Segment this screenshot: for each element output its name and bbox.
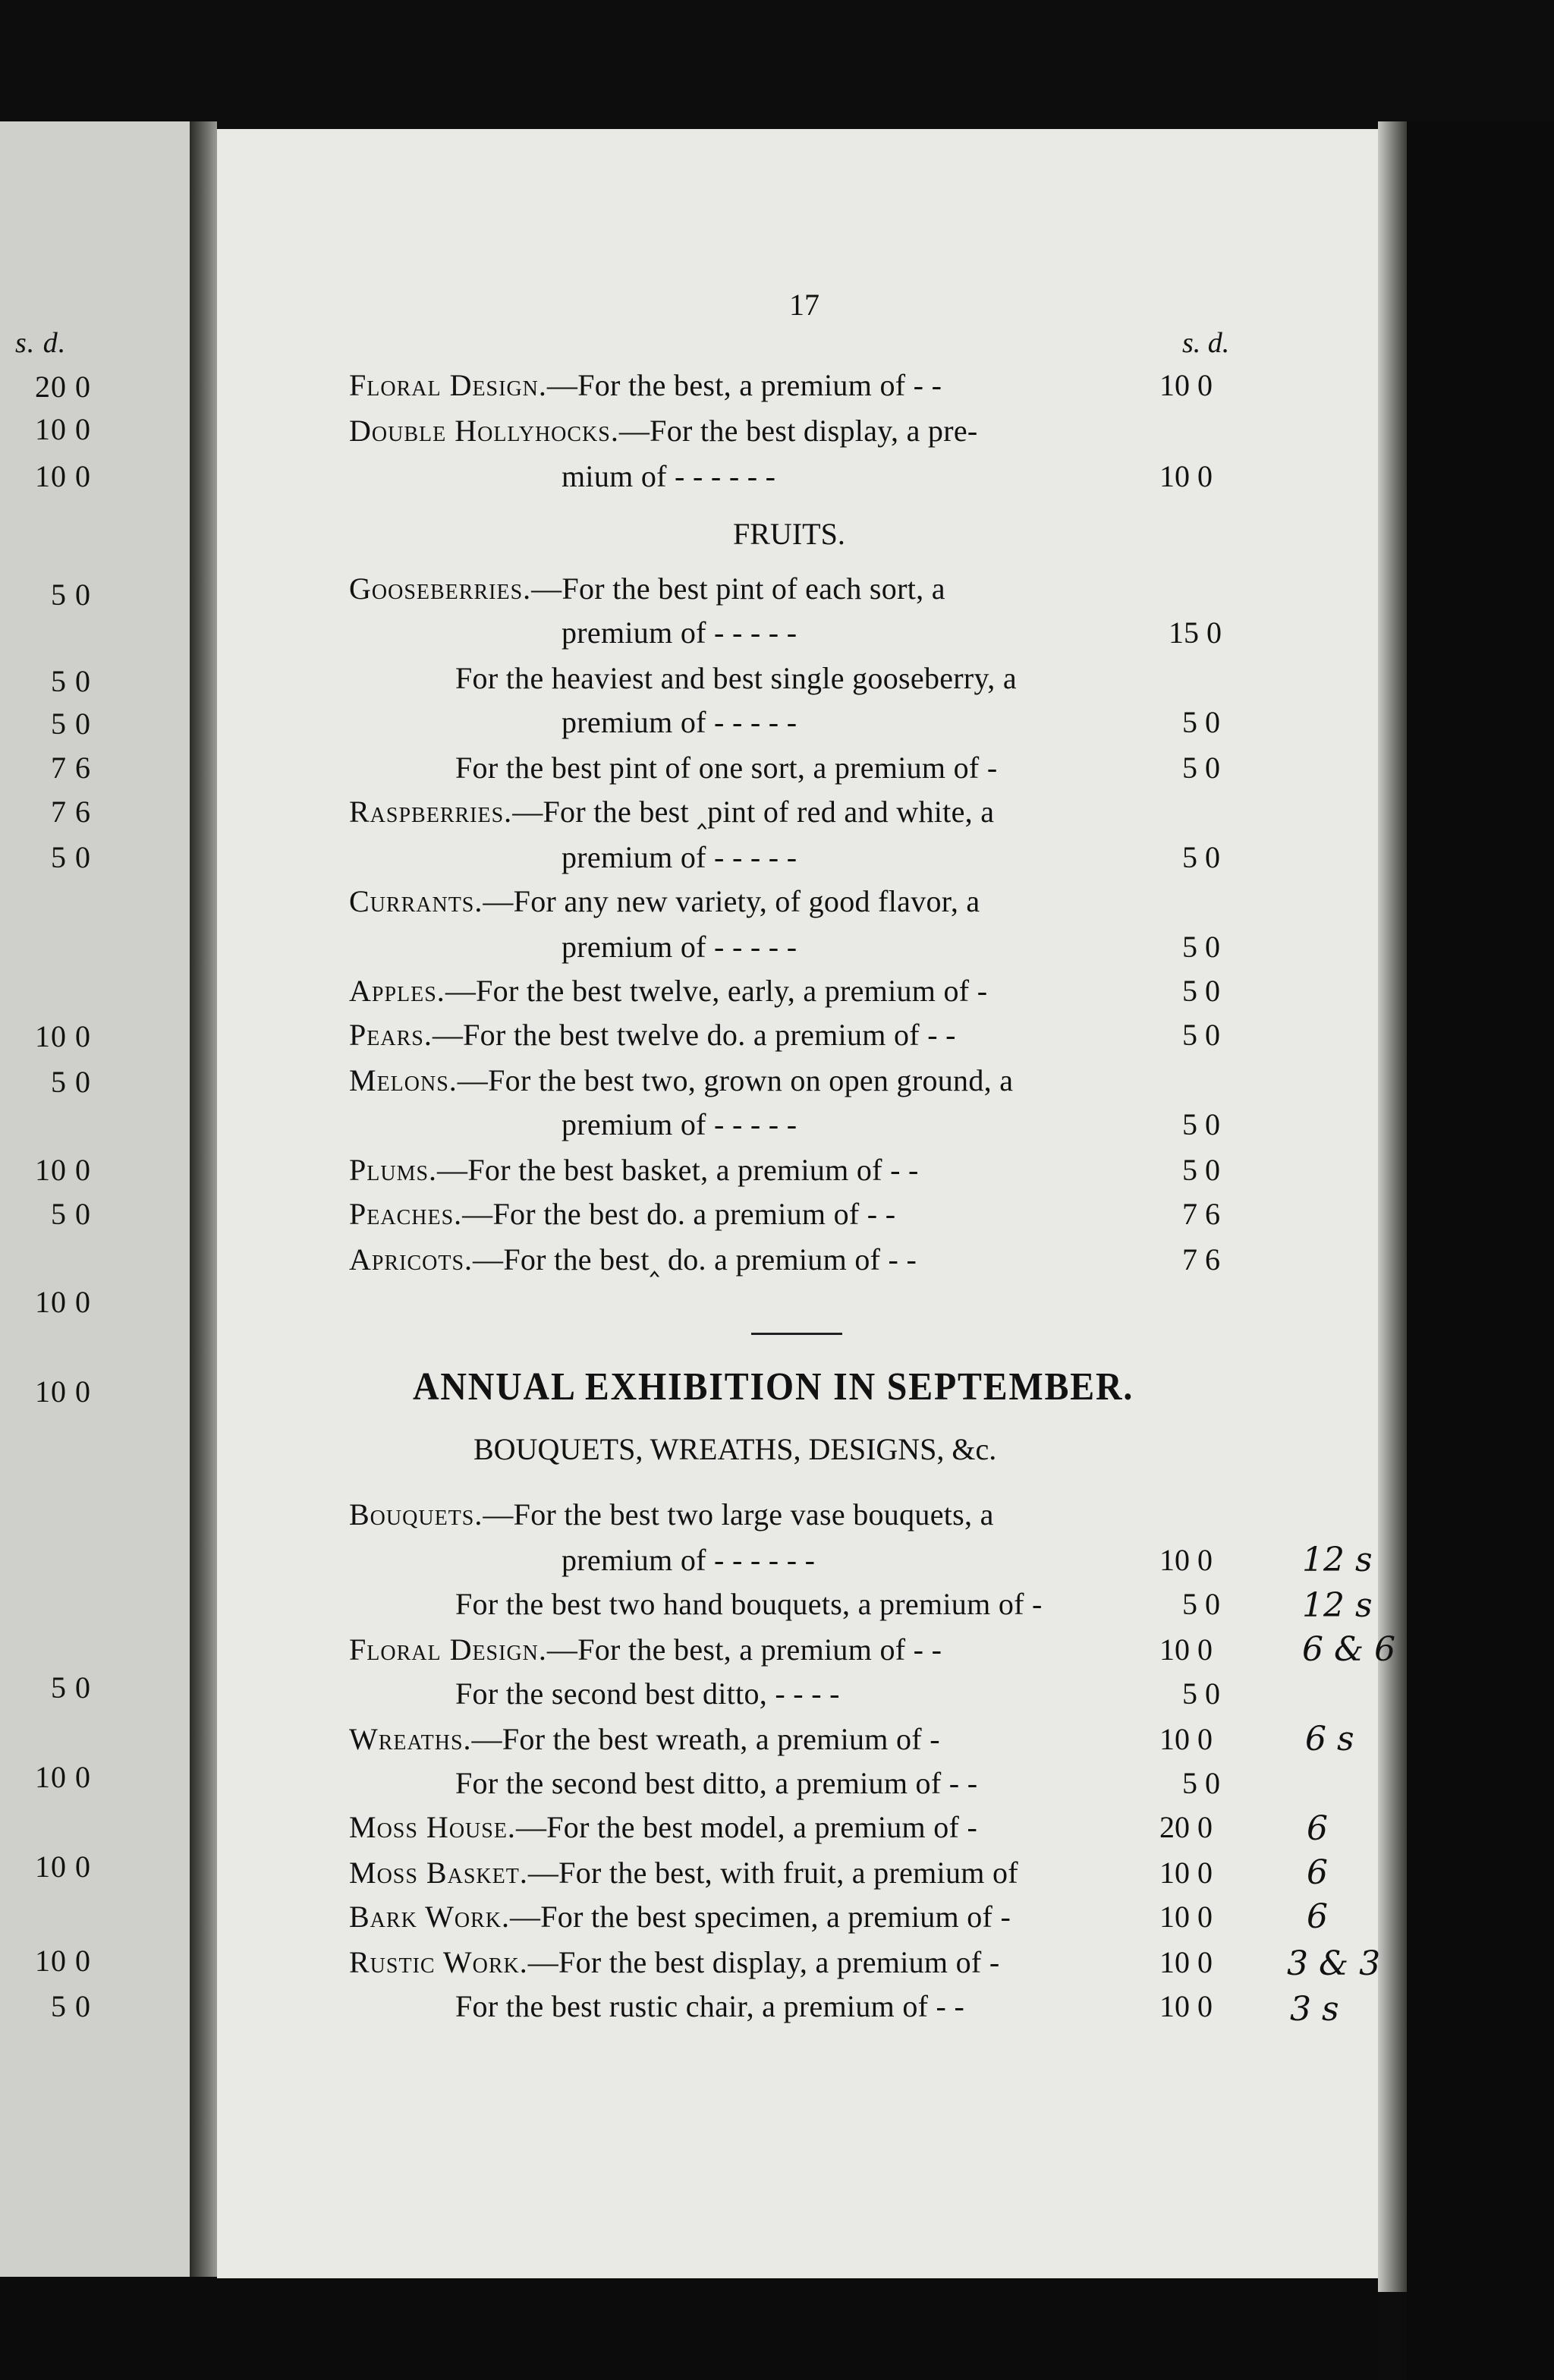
scan-bottom — [0, 2278, 1378, 2380]
entry-peaches: Peaches.—For the best do. a premium of - - — [349, 1197, 896, 1231]
left-amount: 10 0 — [35, 459, 91, 493]
entry-double-hollyhocks: Double Hollyhocks.—For the best display, a pre- — [349, 414, 978, 448]
left-amount: 5 0 — [51, 1670, 91, 1705]
amount: 7 6 — [1182, 1197, 1220, 1231]
entry-melons: Melons.—For the best two, grown on open ground, a — [349, 1063, 1014, 1097]
left-amount: 10 0 — [35, 1285, 91, 1319]
left-amount: 7 6 — [51, 751, 91, 785]
amount: 10 0 — [1159, 368, 1213, 402]
left-amount: 5 0 — [51, 578, 91, 612]
amount: 15 0 — [1169, 615, 1222, 650]
handwritten-note: 3 & 3 — [1287, 1944, 1381, 1983]
left-amount: 5 0 — [51, 1065, 91, 1099]
entry-plums: Plums.—For the best basket, a premium of - - — [349, 1153, 919, 1187]
entry-apples: Apples.—For the best twelve, early, a premium of - — [349, 974, 988, 1008]
amount: 5 0 — [1182, 1018, 1220, 1052]
left-amount: 10 0 — [35, 1850, 91, 1884]
amount: 10 0 — [1159, 1632, 1213, 1667]
handwritten-note: 6 — [1307, 1853, 1328, 1892]
amount: 10 0 — [1159, 1989, 1213, 2023]
amount: 5 0 — [1182, 705, 1220, 739]
amount: 5 0 — [1182, 1153, 1220, 1187]
entry-currants-cont: premium of - - - - - — [562, 930, 797, 964]
left-amount: 10 0 — [35, 1944, 91, 1978]
left-amount: 10 0 — [35, 1760, 91, 1794]
book-gutter — [190, 121, 217, 2277]
amount: 10 0 — [1159, 1722, 1213, 1756]
entry-pears: Pears.—For the best twelve do. a premium of - - — [349, 1018, 956, 1052]
handwritten-note: 12 s — [1302, 1586, 1373, 1625]
bouquets-heading: BOUQUETS, WREATHS, DESIGNS, &c. — [473, 1432, 997, 1466]
amount: 7 6 — [1182, 1242, 1220, 1277]
entry-gooseberries: Gooseberries.—For the best pint of each sort, a — [349, 571, 945, 606]
amount: 10 0 — [1159, 1900, 1213, 1934]
entry-bark-work: Bark Work.—For the best specimen, a premium of - — [349, 1900, 1011, 1934]
entry-floral-design-top: Floral Design.—For the best, a premium of - - — [349, 368, 942, 402]
page-number: 17 — [789, 288, 819, 322]
entry-moss-basket: Moss Basket.—For the best, with fruit, a premium of — [349, 1856, 1018, 1890]
entry-one-sort: For the best pint of one sort, a premium of - — [455, 751, 998, 785]
entry-wreaths-second: For the second best ditto, a premium of - - — [455, 1766, 978, 1800]
entry-bouquets: Bouquets.—For the best two large vase bouquets, a — [349, 1497, 994, 1532]
sd-header: s. d. — [1182, 327, 1230, 359]
handwritten-note: 6 — [1307, 1897, 1328, 1936]
entry-moss-house: Moss House.—For the best model, a premium of - — [349, 1810, 978, 1844]
entry-hand-bouquets: For the best two hand bouquets, a premium of - — [455, 1587, 1043, 1621]
left-amount: 10 0 — [35, 1153, 91, 1187]
left-amount: 5 0 — [51, 664, 91, 698]
amount: 5 0 — [1182, 1766, 1220, 1800]
entry-apricots: Apricots.—For the best‸ do. a premium of - - — [349, 1242, 917, 1277]
section-divider — [751, 1333, 842, 1335]
section-fruits: FRUITS. — [733, 517, 845, 551]
amount: 5 0 — [1182, 1587, 1220, 1621]
left-amount: 5 0 — [51, 707, 91, 741]
entry-hollyhocks-cont: mium of - - - - - - — [562, 459, 776, 493]
handwritten-note: 12 s — [1302, 1541, 1373, 1579]
left-amount: 10 0 — [35, 1374, 91, 1409]
entry-heaviest-gooseberry: For the heaviest and best single gooseberry, a — [455, 661, 1017, 695]
entry-currants: Currants.—For any new variety, of good flavor, a — [349, 884, 980, 918]
left-amount: 5 0 — [51, 1197, 91, 1231]
amount: 10 0 — [1159, 1945, 1213, 1979]
amount: 10 0 — [1159, 1856, 1213, 1890]
amount: 5 0 — [1182, 930, 1220, 964]
amount: 5 0 — [1182, 751, 1220, 785]
entry-melons-cont: premium of - - - - - — [562, 1107, 797, 1141]
left-page — [0, 121, 190, 2277]
left-amount: 10 0 — [35, 1019, 91, 1053]
amount: 5 0 — [1182, 840, 1220, 874]
entry-gooseberries-cont: premium of - - - - - — [562, 615, 797, 650]
left-amount: 7 6 — [51, 795, 91, 829]
handwritten-note: 6 s — [1305, 1720, 1354, 1758]
left-amount: 5 0 — [51, 1989, 91, 2023]
left-amount: 10 0 — [35, 412, 91, 446]
annual-exhibition-heading: ANNUAL EXHIBITION IN SEPTEMBER. — [413, 1365, 1134, 1409]
amount: 10 0 — [1159, 459, 1213, 493]
entry-rustic-work: Rustic Work.—For the best display, a premium of - — [349, 1945, 1000, 1979]
amount: 10 0 — [1159, 1543, 1213, 1577]
entry-floral-design-second: For the second best ditto, - - - - — [455, 1676, 840, 1711]
amount: 5 0 — [1182, 1107, 1220, 1141]
entry-bouquets-cont: premium of - - - - - - — [562, 1543, 816, 1577]
entry-floral-design: Floral Design.—For the best, a premium of - - — [349, 1632, 942, 1667]
entry-heaviest-cont: premium of - - - - - — [562, 705, 797, 739]
entry-raspberries-cont: premium of - - - - - — [562, 840, 797, 874]
amount: 20 0 — [1159, 1810, 1213, 1844]
page-edge — [1378, 121, 1407, 2292]
left-sd-header: s. d. — [15, 327, 67, 359]
entry-raspberries: Raspberries.—For the best ‸pint of red and white, a — [349, 795, 995, 829]
amount: 5 0 — [1182, 974, 1220, 1008]
amount: 5 0 — [1182, 1676, 1220, 1711]
entry-rustic-chair: For the best rustic chair, a premium of - - — [455, 1989, 965, 2023]
entry-wreaths: Wreaths.—For the best wreath, a premium of - — [349, 1722, 940, 1756]
left-amount: 5 0 — [51, 840, 91, 874]
handwritten-note: 6 & 6 — [1302, 1630, 1396, 1669]
left-amount: 20 0 — [35, 370, 91, 404]
handwritten-note: 6 — [1307, 1809, 1328, 1848]
handwritten-note: 3 s — [1290, 1990, 1339, 2029]
